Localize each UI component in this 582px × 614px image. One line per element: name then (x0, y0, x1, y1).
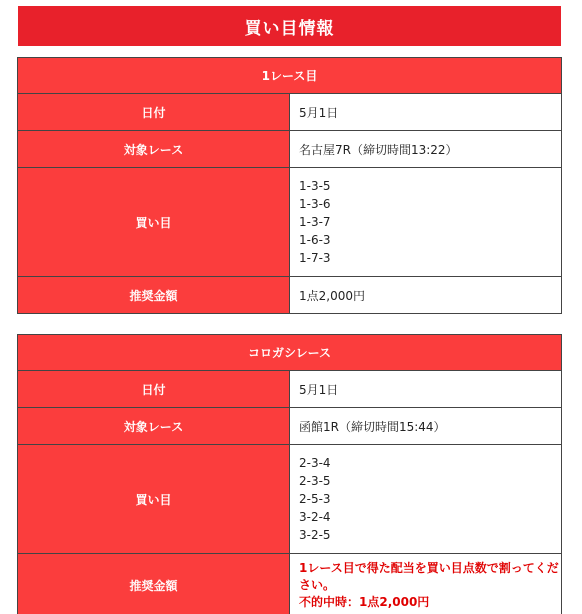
date-label: 日付 (18, 371, 290, 408)
amount-value: 1点2,000円 (290, 277, 562, 314)
bet-item: 3-2-5 (299, 528, 331, 542)
date-value: 5月1日 (290, 94, 562, 131)
bet-item: 1-3-6 (299, 197, 331, 211)
bets-value (290, 445, 562, 554)
table-caption: コロガシレース (18, 335, 562, 371)
bet-list (299, 168, 561, 276)
bets-value (290, 168, 562, 277)
bet-item: 2-3-5 (299, 474, 331, 488)
bet-item: 1-7-3 (299, 251, 331, 265)
table-row (18, 445, 562, 554)
race-label: 対象レース (18, 408, 290, 445)
bet-item: 3-2-4 (299, 510, 331, 524)
table-row (18, 554, 562, 614)
amount-value (290, 554, 562, 614)
race-1-table (17, 57, 562, 314)
page-title-banner (18, 6, 561, 46)
table-caption-row (18, 58, 562, 94)
notice-line: 不的中時：1点2,000円 (299, 595, 430, 609)
bet-item: 2-5-3 (299, 492, 331, 506)
race-label: 対象レース (18, 131, 290, 168)
race-value: 函館1R（締切時間15:44） (290, 408, 562, 445)
date-value: 5月1日 (290, 371, 562, 408)
bets-label: 買い目 (18, 445, 290, 554)
date-label: 日付 (18, 94, 290, 131)
table-row (18, 168, 562, 277)
bet-item: 2-3-4 (299, 456, 331, 470)
table-row (18, 94, 562, 131)
bet-item: 1-6-3 (299, 233, 331, 247)
bet-list (299, 445, 561, 553)
table-caption-row (18, 335, 562, 371)
table-row (18, 408, 562, 445)
amount-label: 推奨金額 (18, 554, 290, 614)
page-title: 買い目情報 (244, 18, 335, 39)
rollover-race-table (17, 334, 562, 614)
table-row (18, 371, 562, 408)
race-value: 名古屋7R（締切時間13:22） (290, 131, 562, 168)
notice-line: 1レース目で得た配当を買い目点数で割ってください。 (299, 561, 559, 592)
table-row (18, 277, 562, 314)
table-caption: 1レース目 (18, 58, 562, 94)
bet-item: 1-3-5 (299, 179, 331, 193)
amount-label: 推奨金額 (18, 277, 290, 314)
bet-item: 1-3-7 (299, 215, 331, 229)
bets-label: 買い目 (18, 168, 290, 277)
amount-notice (299, 554, 561, 614)
table-row (18, 131, 562, 168)
